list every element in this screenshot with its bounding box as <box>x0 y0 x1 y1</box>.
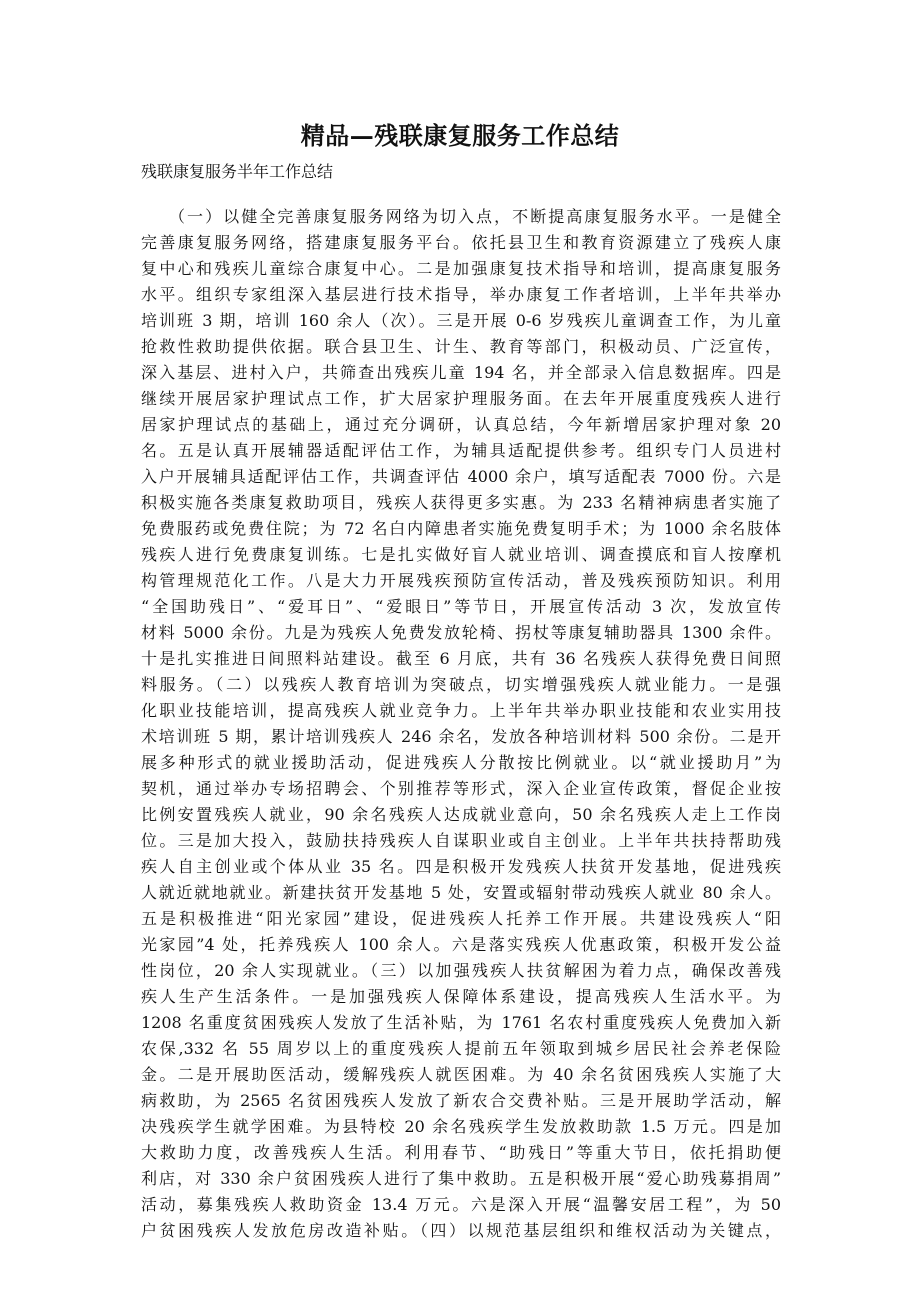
document-subtitle: 残联康复服务半年工作总结 <box>141 162 334 181</box>
body-line: 培训班 3 期，培训 160 余人（次）。三是开展 0-6 岁残疾儿童调查工作，为儿童 <box>141 311 781 330</box>
body-line: 疾人自主创业或个体从业 35 名。四是积极开发残疾人扶贫开发基地，促进残疾 <box>141 857 781 876</box>
body-line: 活动，募集残疾人救助资金 13.4 万元。六是深入开展“温馨安居工程”，为 50 <box>141 1195 781 1214</box>
body-line: “全国助残日”、“爱耳日”、“爱眼日”等节日，开展宣传活动 3 次，发放宣传 <box>141 597 781 616</box>
document-title: 精品—残联康复服务工作总结 <box>300 121 620 150</box>
body-line: 材料 5000 余份。九是为残疾人免费发放轮椅、拐杖等康复辅助器具 1300 余件。 <box>141 623 781 642</box>
body-line: 水平。组织专家组深入基层进行技术指导，举办康复工作者培训，上半年共举办 <box>141 285 781 304</box>
body-line: 料服务。（二）以残疾人教育培训为突破点，切实增强残疾人就业能力。一是强 <box>141 675 781 694</box>
body-line: 术培训班 5 期，累计培训残疾人 246 余名，发放各种培训材料 500 余份。二是开 <box>141 727 781 746</box>
body-line: 利店，对 330 余户贫困残疾人进行了集中救助。五是积极开展“爱心助残募捐周” <box>141 1169 781 1188</box>
body-line: 继续开展居家护理试点工作，扩大居家护理服务面。在去年开展重度残疾人进行 <box>141 389 781 408</box>
body-line: 大救助力度，改善残疾人生活。利用春节、“助残日”等重大节日，依托捐助便 <box>141 1143 781 1162</box>
body-line: 光家园”4 处，托养残疾人 100 余人。六是落实残疾人优惠政策，积极开发公益 <box>141 935 781 954</box>
body-line: 入户开展辅具适配评估工作，共调查评估 4000 余户，填写适配表 7000 份。六是 <box>141 467 781 486</box>
body-line: 展多种形式的就业援助活动，促进残疾人分散按比例就业。以“就业援助月”为 <box>141 753 781 772</box>
body-line: 契机，通过举办专场招聘会、个别推荐等形式，深入企业宣传政策，督促企业按 <box>141 779 781 798</box>
body-line: 居家护理试点的基础上，通过充分调研，认真总结，今年新增居家护理对象 20 <box>141 415 781 434</box>
body-line: 金。二是开展助医活动，缓解残疾人就医困难。为 40 余名贫困残疾人实施了大 <box>141 1065 781 1084</box>
body-line: 人就近就地就业。新建扶贫开发基地 5 处，安置或辐射带动残疾人就业 80 余人。 <box>141 883 781 902</box>
body-line: 位。三是加大投入，鼓励扶持残疾人自谋职业或自主创业。上半年共扶持帮助残 <box>141 831 781 850</box>
document-body <box>141 204 781 1244</box>
body-line: （一）以健全完善康复服务网络为切入点，不断提高康复服务水平。一是健全 <box>169 207 781 226</box>
body-line: 户贫困残疾人发放危房改造补贴。（四）以规范基层组织和维权活动为关键点， <box>141 1221 781 1240</box>
body-line: 残疾人进行免费康复训练。七是扎实做好盲人就业培训、调查摸底和盲人按摩机 <box>141 545 781 564</box>
body-line: 病救助，为 2565 名贫困残疾人发放了新农合交费补贴。三是开展助学活动，解 <box>141 1091 781 1110</box>
body-line: 积极实施各类康复救助项目，残疾人获得更多实惠。为 233 名精神病患者实施了 <box>141 493 781 512</box>
body-line: 完善康复服务网络，搭建康复服务平台。依托县卫生和教育资源建立了残疾人康 <box>141 233 781 252</box>
body-line: 十是扎实推进日间照料站建设。截至 6 月底，共有 36 名残疾人获得免费日间照 <box>141 649 781 668</box>
body-line: 决残疾学生就学困难。为县特校 20 余名残疾学生发放救助款 1.5 万元。四是加 <box>141 1117 781 1136</box>
body-line: 构管理规范化工作。八是大力开展残疾预防宣传活动，普及残疾预防知识。利用 <box>141 571 781 590</box>
body-line: 免费服药或免费住院；为 72 名白内障患者实施免费复明手术；为 1000 余名肢体 <box>141 519 781 538</box>
body-line: 疾人生产生活条件。一是加强残疾人保障体系建设，提高残疾人生活水平。为 <box>141 987 781 1006</box>
body-line: 复中心和残疾儿童综合康复中心。二是加强康复技术指导和培训，提高康复服务 <box>141 259 781 278</box>
body-line: 1208 名重度贫困残疾人发放了生活补贴，为 1761 名农村重度残疾人免费加入新 <box>141 1013 781 1032</box>
body-line: 化职业技能培训，提高残疾人就业竞争力。上半年共举办职业技能和农业实用技 <box>141 701 781 720</box>
body-line: 比例安置残疾人就业，90 余名残疾人达成就业意向，50 余名残疾人走上工作岗 <box>141 805 781 824</box>
body-line: 性岗位，20 余人实现就业。（三）以加强残疾人扶贫解困为着力点，确保改善残 <box>141 961 781 980</box>
body-line: 农保,332 名 55 周岁以上的重度残疾人提前五年领取到城乡居民社会养老保险 <box>141 1039 781 1058</box>
body-line: 抢救性救助提供依据。联合县卫生、计生、教育等部门，积极动员、广泛宣传， <box>141 337 781 356</box>
body-line: 深入基层、进村入户，共筛查出残疾儿童 194 名，并全部录入信息数据库。四是 <box>141 363 781 382</box>
body-line: 名。五是认真开展辅器适配评估工作，为辅具适配提供参考。组织专门人员进村 <box>141 441 781 460</box>
body-line: 五是积极推进“阳光家园”建设，促进残疾人托养工作开展。共建设残疾人“阳 <box>141 909 781 928</box>
